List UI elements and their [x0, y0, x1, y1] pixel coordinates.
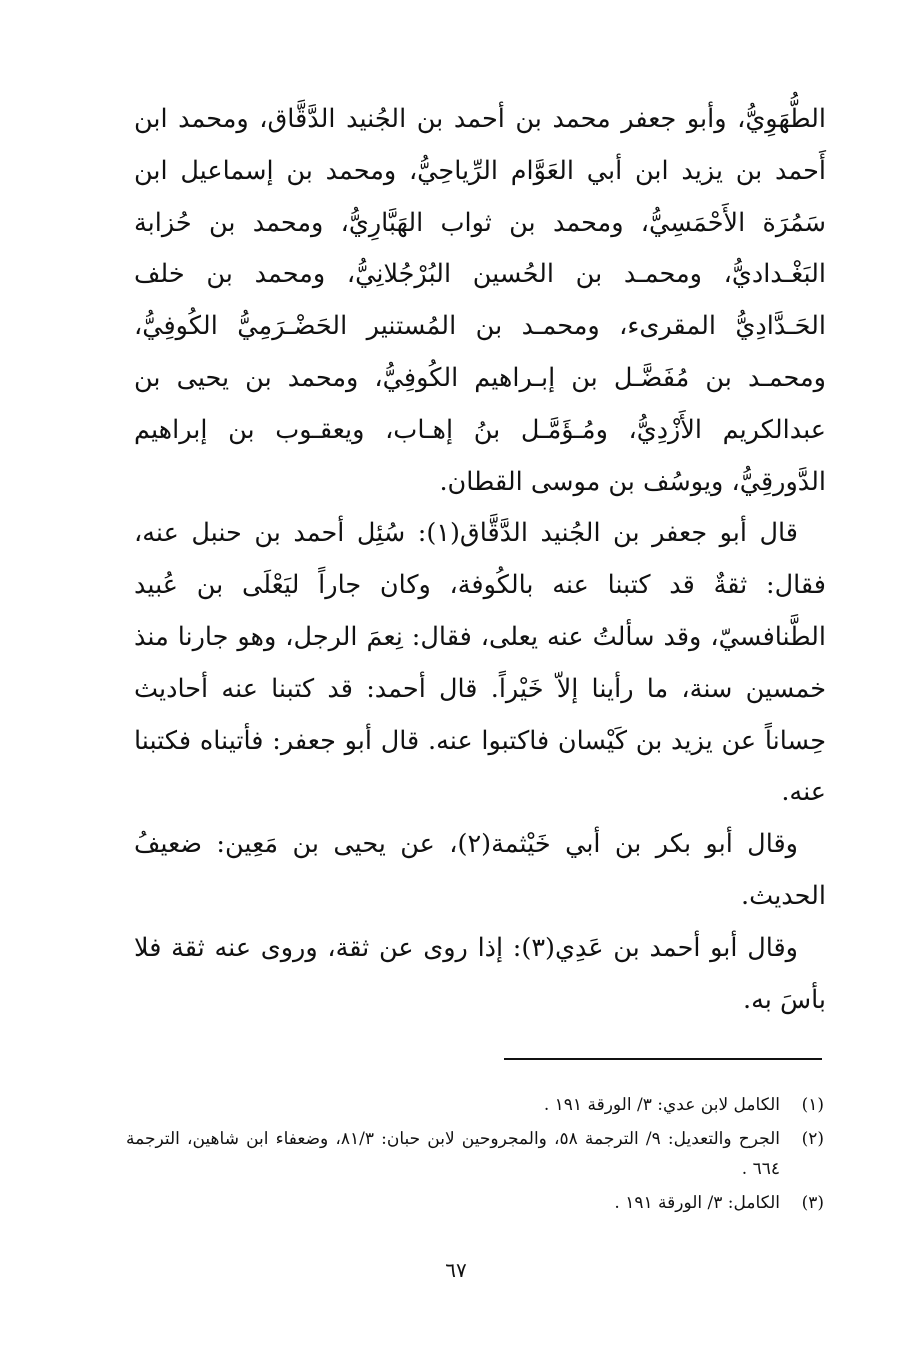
- footnote-3: [126, 1188, 824, 1218]
- main-text: [134, 94, 826, 1026]
- footnote-1: [126, 1090, 824, 1120]
- paragraph-ibn-adi: وقال أبو أحمد بن عَدِي(٣): إذا روى عن ثقة، وروى عنه ثقة فلا بأسَ به.: [134, 932, 826, 1015]
- footnotes: [126, 1090, 824, 1222]
- footnote-number: (٢): [801, 1129, 824, 1149]
- paragraph-continued: الطُّهَوِيُّ، وأبو جعفر محمد بن أحمد بن الجُنيد الدَّقَّاق، ومحمد ابن أَحمد بن يزيد ابن أبي العَوَّام الرِّياحِيُّ، ومحمد بن إسماعيل ابن سَمُرَة الأَحْمَسِيُّ، ومحمد بن ثواب الهَبَّارِيُّ، ومحمد بن حُزابة البَغْـداديُّ، ومحمـد بن الحُسين البُرْجُلانِيُّ، ومحمد بن خلف الحَـدَّادِيُّ المقرىء، ومحمـد بن المُستنير الحَضْـرَمِيُّ الكُوفِيُّ، ومحمـد بن مُفَضَّـل بن إبـراهيم الكُوفِيُّ، ومحمد بن يحيى بن عبدالكريم الأَزْدِيُّ، ومُـؤَمَّـل بنُ إهـاب، ويعقـوب بن إبراهيم الدَّورقِيُّ، ويوسُف بن موسى القطان.: [134, 104, 826, 497]
- footnote-number: (٣): [801, 1193, 824, 1213]
- footnote-text: الجرح والتعديل: ٩/ الترجمة ٥٨، والمجروحين لابن حبان: ٨١/٣، وضعفاء ابن شاهين، الترجمة ٦٦٤ .: [126, 1129, 780, 1179]
- footnote-divider: [504, 1058, 822, 1060]
- paragraph-ibn-al-junayd: قال أبو جعفر بن الجُنيد الدَّقَّاق(١): سُئِل أحمد بن حنبل عنه، فقال: ثقةٌ قد كتبنا عنه بالكُوفة، وكان جاراً ليَعْلَى بن عُبيد الطَّنافسيّ، وقد سألتُ عنه يعلى، فقال: نِعمَ الرجل، وهو جارنا منذ خمسين سنة، ما رأينا إلاّ خَيْراً. قال أحمد: قد كتبنا عنه أحاديث حِساناً عن يزيد بن كَيْسان فاكتبوا عنه. قال أبو جعفر: فأتيناه فكتبنا عنه.: [134, 518, 826, 808]
- footnote-text: الكامل: ٣/ الورقة ١٩١ .: [614, 1193, 780, 1213]
- paragraph-ibn-abi-khaythama: وقال أبو بكر بن أبي خَيْثمة(٢)، عن يحيى بن مَعِين: ضعيفُ الحديث.: [134, 829, 826, 911]
- page-number: ٦٧: [445, 1258, 467, 1282]
- footnote-2: [126, 1124, 824, 1184]
- footnote-text: الكامل لابن عدي: ٣/ الورقة ١٩١ .: [543, 1095, 780, 1115]
- footnote-number: (١): [801, 1095, 824, 1115]
